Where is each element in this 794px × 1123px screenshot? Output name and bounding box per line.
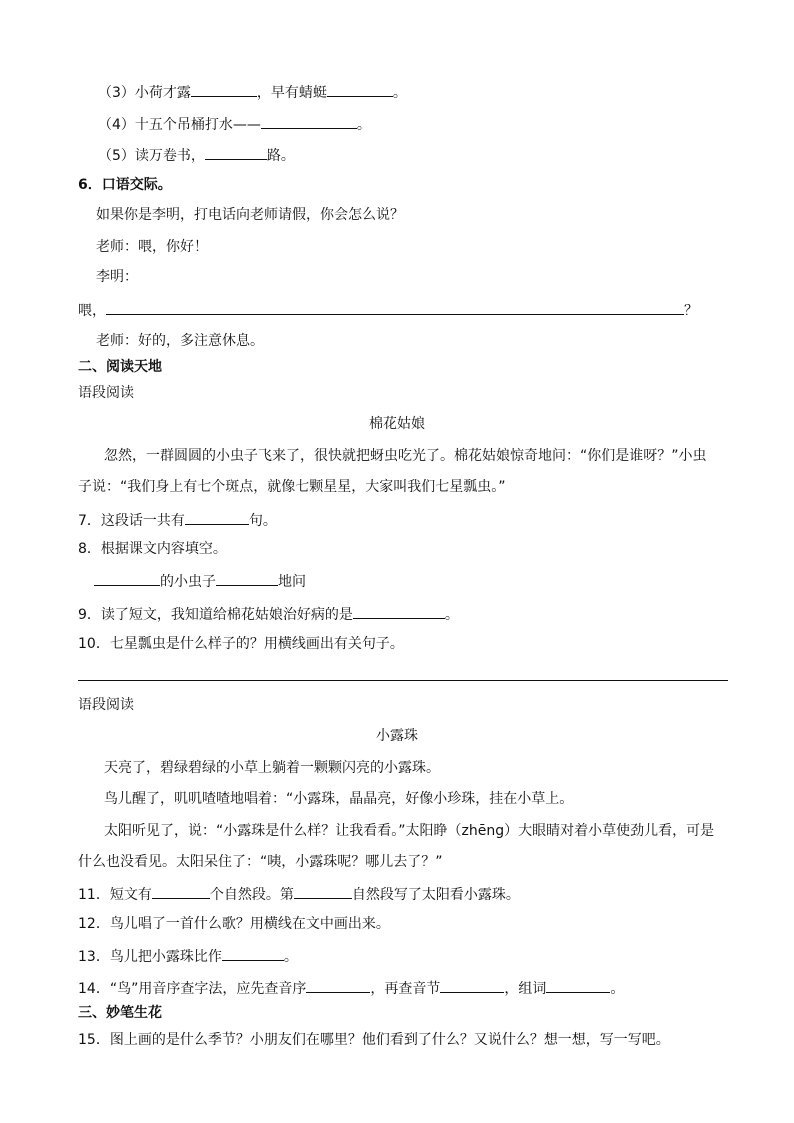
section-2-heading: 二、阅读天地 [78,359,162,375]
reading-1-paragraph-line-1: 忽然，一群圆圆的小虫子飞来了，很快就把蚜虫吃光了。棉花姑娘惊奇地问：“你们是谁呀？”小虫 [104,448,707,464]
q14-text-d: 。 [610,981,625,997]
item-3-text-b: ，早有蜻蜓 [256,85,327,101]
item-4-text-b: 。 [356,117,371,133]
q6-answer-blank[interactable] [106,300,684,315]
q6-teacher-line-1: 老师：喂，你好！ [96,239,208,255]
q14 [78,978,624,998]
q15: 15．图上画的是什么季节？小朋友们在哪里？他们看到了什么？又说什么？想一想，写一写吧。 [78,1032,670,1048]
reading-1-label: 语段阅读 [78,385,134,401]
q6-wei: 喂， [78,303,106,319]
reading-2-title: 小露珠 [376,728,418,744]
q11-text-b: 个自然段。第 [209,887,294,903]
item-4 [98,114,371,134]
q14-text-b: ，再查音节 [370,981,441,997]
q9-blank[interactable] [353,604,445,619]
q9-text-a: 9．读了短文，我知道给棉花姑娘治好病的是 [78,607,353,623]
q8-fill [94,571,306,591]
q6-liming-label: 李明： [96,269,138,285]
item-3-blank-2[interactable] [327,82,393,97]
reading-2-paragraph-2: 鸟儿醒了，叽叽喳喳地唱着：“小露珠，晶晶亮，好像小珍珠，挂在小草上。 [104,791,574,807]
q13-text-a: 13．鸟儿把小露珠比作 [78,949,222,965]
reading-2-paragraph-3-line-2: 什么也没看见。太阳呆住了：“咦，小露珠呢？哪儿去了？” [78,854,443,870]
q11-blank-2[interactable] [294,884,352,899]
item-3-text-a: （3）小荷才露 [98,85,191,101]
item-5-blank[interactable] [205,145,267,160]
q7-blank[interactable] [185,510,249,525]
q6-answer-line [78,300,698,320]
q7-text-a: 7．这段话一共有 [78,513,185,529]
q7-text-b: 句。 [248,513,277,529]
q10-answer-rule[interactable] [78,680,728,681]
q14-text-a: 14．“鸟”用音序查字法，应先查音序 [78,981,307,997]
q6-teacher-line-2: 老师：好的，多注意休息。 [96,333,264,349]
section-3-heading: 三、妙笔生花 [78,1005,162,1021]
q9-text-b: 。 [444,607,459,623]
item-5 [98,145,295,165]
item-5-text-a: （5）读万卷书， [98,148,205,164]
item-4-blank[interactable] [261,114,357,129]
item-3-text-c: 。 [392,85,407,101]
q11-blank-1[interactable] [152,884,210,899]
q11-text-a: 11．短文有 [78,887,152,903]
q13 [78,946,298,966]
q13-text-b: 。 [283,949,298,965]
q8-blank-1[interactable] [94,571,160,586]
item-3-blank-1[interactable] [191,82,257,97]
q6-question-mark: ？ [684,303,698,319]
q11-text-c: 自然段写了太阳看小露珠。 [351,887,520,903]
q7 [78,510,277,530]
q8-text-b: 的小虫子 [160,574,216,590]
reading-2-paragraph-3-line-1: 太阳听见了，说：“小露珠是什么样？让我看看。”太阳睁（zhēng）大眼睛对着小草使劲儿看，可是 [104,823,715,839]
q13-blank[interactable] [222,946,284,961]
q6-prompt: 如果你是李明，打电话向老师请假，你会怎么说？ [96,207,404,223]
q9 [78,604,459,624]
item-5-text-b: 路。 [266,148,295,164]
item-3 [98,82,407,102]
item-4-text-a: （4）十五个吊桶打水—— [98,117,261,133]
q8-text-c: 地问 [278,574,306,590]
reading-2-label: 语段阅读 [78,697,134,713]
q14-blank-2[interactable] [440,978,504,993]
q14-blank-1[interactable] [306,978,370,993]
reading-1-paragraph-line-2: 子说：“我们身上有七个斑点，就像七颗星星，大家叫我们七星瓢虫。” [78,479,506,495]
q10: 10．七星瓢虫是什么样子的？用横线画出有关句子。 [78,636,404,652]
q12: 12．鸟儿唱了一首什么歌？用横线在文中画出来。 [78,916,390,932]
q14-text-c: ，组词 [504,981,547,997]
reading-2-paragraph-1: 天亮了，碧绿碧绿的小草上躺着一颗颗闪亮的小露珠。 [104,760,440,776]
q8: 8．根据课文内容填空。 [78,541,227,557]
q11 [78,884,520,904]
reading-1-title: 棉花姑娘 [369,416,425,432]
q6-title: 6．口语交际。 [78,177,172,193]
q14-blank-3[interactable] [546,978,610,993]
q8-blank-2[interactable] [216,571,278,586]
